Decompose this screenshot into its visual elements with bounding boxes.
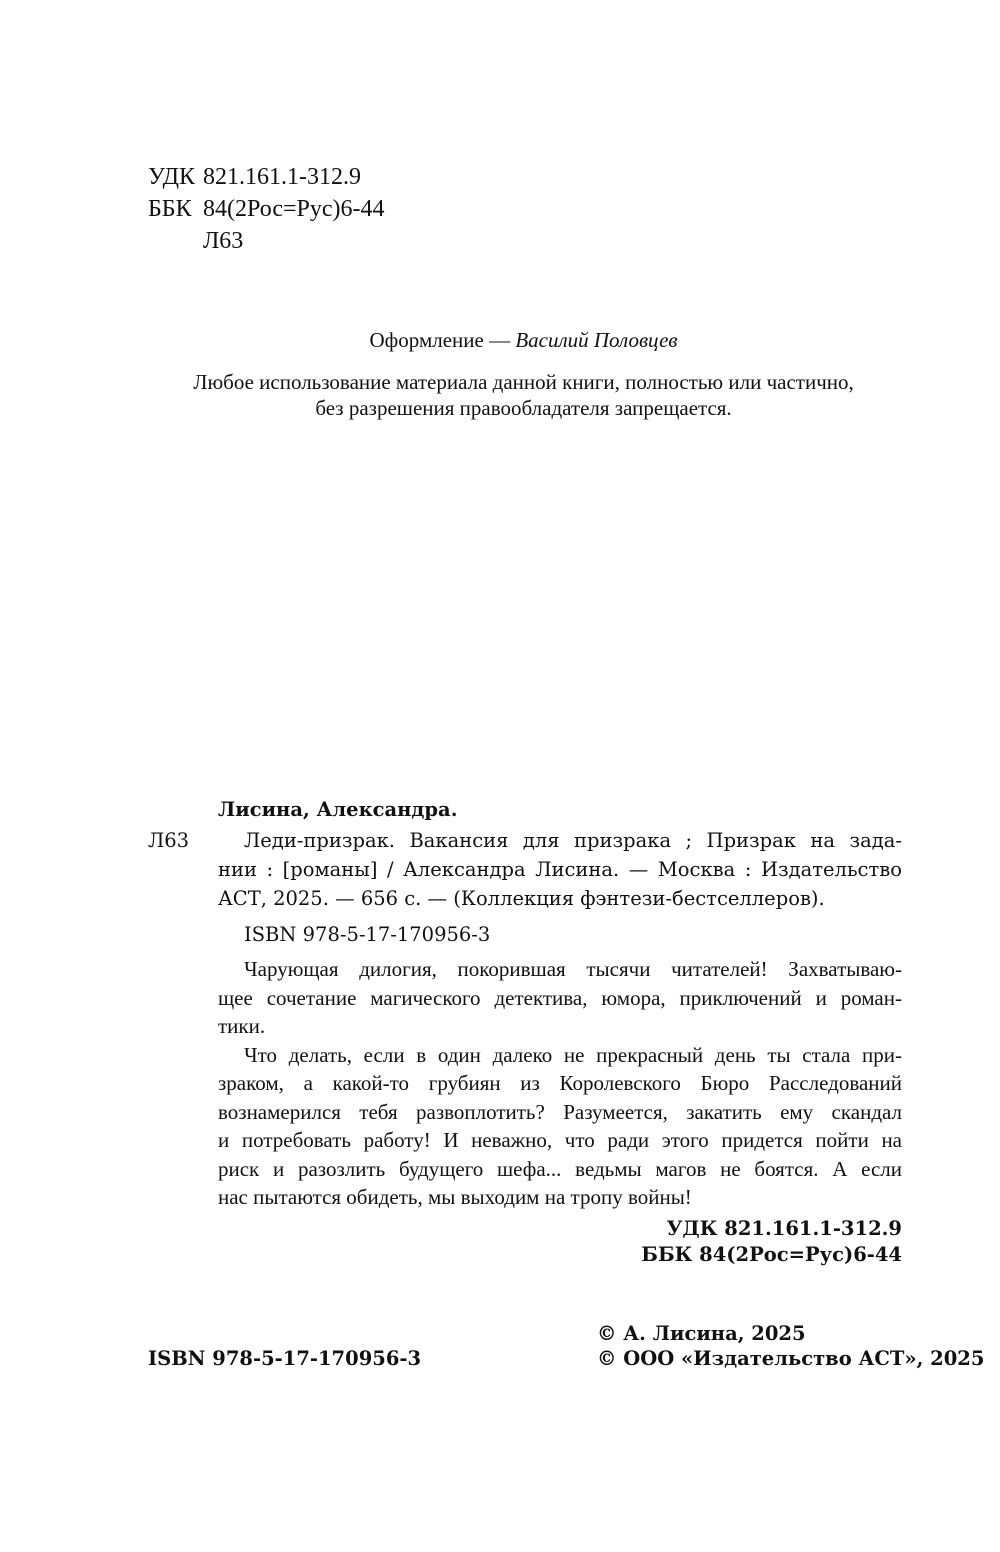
annotation-line: и потребовать работу! И неважно, что ради этого придется пойти на: [218, 1128, 902, 1152]
author-mark-top: Л63: [203, 228, 244, 254]
rights-line-1: Любое использование материала данной книги, полностью или частично,: [193, 370, 854, 394]
annotation-line: риск и разозлить будущего шефа... ведьмы магов не боятся. А если: [218, 1156, 902, 1181]
record-author-mark: Л63: [148, 829, 190, 852]
annotation-line: Чарующая дилогия, покорившая тысячи читателей! Захватываю-: [244, 957, 902, 981]
record-title-line: Леди-призрак. Вакансия для призрака ; Призрак на зада-: [244, 829, 902, 852]
annotation-line: щее сочетание магического детектива, юмора, приключений и роман-: [218, 985, 902, 1010]
copyright-author: © А. Лисина, 2025: [597, 1322, 806, 1345]
annotation-line: вознамерился тебя развоплотить? Разумеется, закатить ему скандал: [218, 1099, 902, 1124]
record-title-line: АСТ, 2025. — 656 с. — (Коллекция фэнтези-бестселлеров).: [218, 887, 825, 910]
annotation-line: тики.: [218, 1014, 266, 1038]
udk-label: УДК: [148, 164, 195, 190]
record-udk: УДК 821.161.1-312.9: [666, 1217, 902, 1240]
designer-name: Василий Половцев: [515, 328, 678, 352]
bbk-label: ББК: [148, 196, 192, 222]
design-credit: [0, 327, 1000, 354]
copyright-publisher: © ООО «Издательство АСТ», 2025: [597, 1347, 985, 1370]
record-title-block: [218, 826, 902, 913]
annotation-block: [218, 955, 902, 1212]
footer-isbn: ISBN 978-5-17-170956-3: [148, 1347, 422, 1370]
annotation-line: зраком, а какой-то грубиян из Королевского Бюро Расследований: [218, 1071, 902, 1095]
annotation-line: Что делать, если в один далеко не прекрасный день ты стала при-: [244, 1042, 902, 1067]
design-credit-prefix: Оформление —: [369, 328, 516, 352]
rights-line-2: без разрешения правообладателя запрещается.: [315, 396, 732, 420]
udk-code: 821.161.1-312.9: [203, 164, 361, 190]
record-bbk: ББК 84(2Рос=Рус)6-44: [641, 1243, 902, 1266]
bbk-code: 84(2Рос=Рус)6-44: [203, 196, 385, 222]
record-author-heading: Лисина, Александра.: [218, 798, 458, 821]
record-title-line: нии : [романы] / Александра Лисина. — Москва : Издательство: [218, 858, 902, 881]
annotation-line: нас пытаются обидеть, мы выходим на тропу войны!: [218, 1185, 692, 1209]
record-isbn: ISBN 978-5-17-170956-3: [244, 923, 491, 946]
